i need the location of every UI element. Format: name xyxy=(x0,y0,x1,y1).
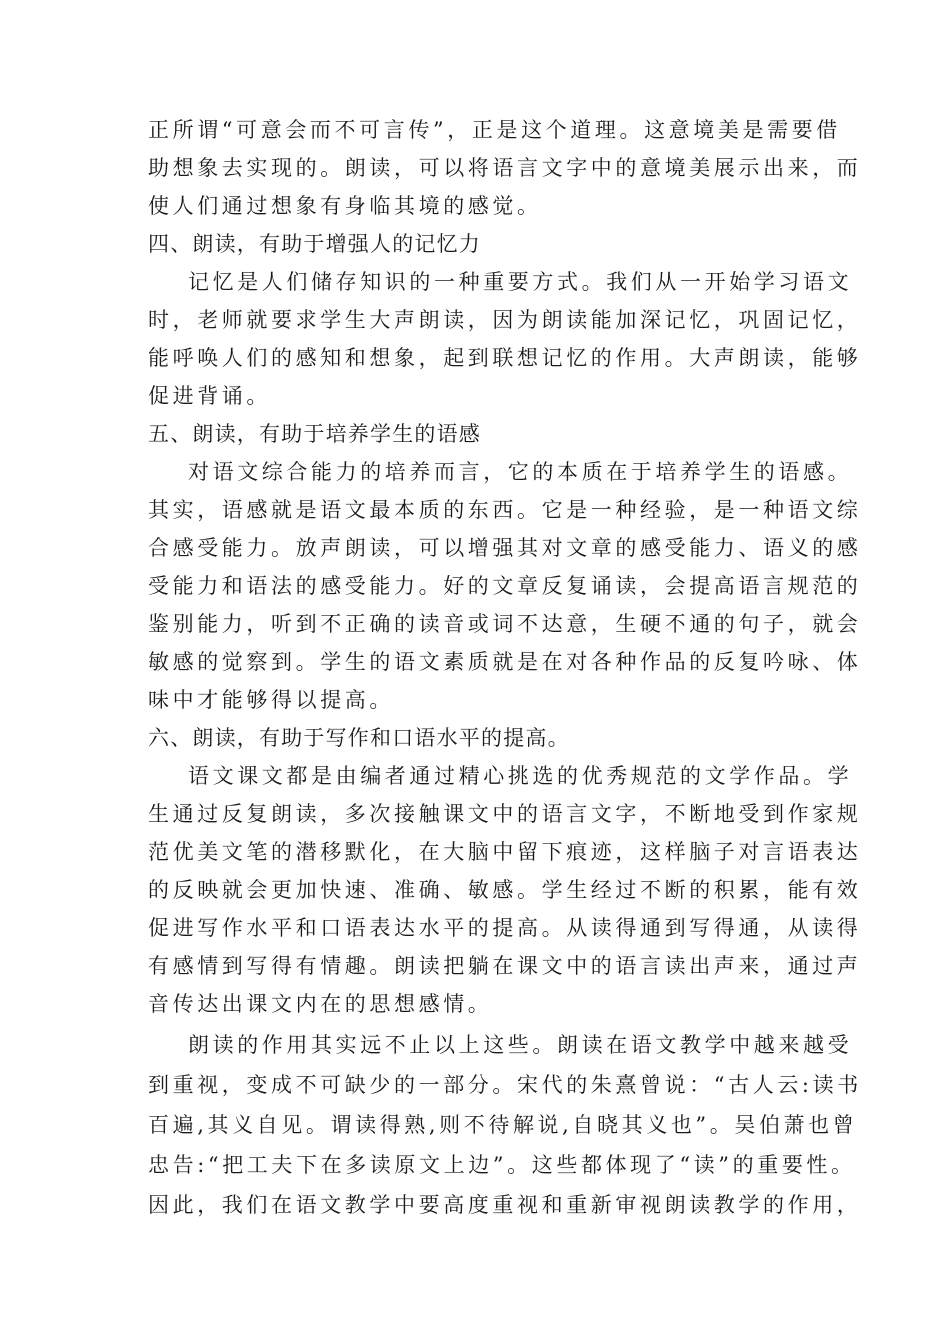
text-line: 忠告:“把工夫下在多读原文上边”。这些都体现了“读”的重要性。 xyxy=(148,1153,856,1177)
text-line: 鉴别能力，听到不正确的读音或词不达意，生硬不通的句子，就会 xyxy=(148,612,862,636)
text-line: 合感受能力。放声朗读，可以增强其对文章的感受能力、语义的感 xyxy=(148,536,862,560)
text-line: 正所谓“可意会而不可言传”，正是这个道理。这意境美是需要借 xyxy=(148,118,841,142)
text-line: 受能力和语法的感受能力。好的文章反复诵读，会提高语言规范的 xyxy=(148,574,862,598)
text-line: 有感情到写得有情趣。朗读把躺在课文中的语言读出声来，通过声 xyxy=(148,954,862,978)
section-heading-5: 五、朗读，有助于培养学生的语感 xyxy=(148,422,481,446)
text-line: 能呼唤人们的感知和想象，起到联想记忆的作用。大声朗读，能够 xyxy=(148,346,862,370)
text-line: 范优美文笔的潜移默化，在大脑中留下痕迹，这样脑子对言语表达 xyxy=(148,840,862,864)
paragraph-first-line: 语文课文都是由编者通过精心挑选的优秀规范的文学作品。学 xyxy=(188,764,853,788)
text-line: 时，老师就要求学生大声朗读，因为朗读能加深记忆，巩固记忆， xyxy=(148,308,862,332)
paragraph-first-line: 对语文综合能力的培养而言，它的本质在于培养学生的语感。 xyxy=(188,460,853,484)
text-line: 味中才能够得以提高。 xyxy=(148,688,394,712)
text-line: 助想象去实现的。朗读，可以将语言文字中的意境美展示出来，而 xyxy=(148,156,862,180)
text-line: 的反映就会更加快速、准确、敏感。学生经过不断的积累，能有效 xyxy=(148,878,862,902)
section-heading-4: 四、朗读，有助于增强人的记忆力 xyxy=(148,232,481,256)
text-line: 因此，我们在语文教学中要高度重视和重新审视朗读教学的作用， xyxy=(148,1193,862,1217)
text-line: 百遍,其义自见。谓读得熟,则不待解说,自晓其义也”。吴伯萧也曾 xyxy=(148,1113,858,1137)
text-line: 生通过反复朗读，多次接触课文中的语言文字，不断地受到作家规 xyxy=(148,802,862,826)
text-line: 促进背诵。 xyxy=(148,384,271,408)
text-line: 敏感的觉察到。学生的语文素质就是在对各种作品的反复吟咏、体 xyxy=(148,650,862,674)
text-line: 其实，语感就是语文最本质的东西。它是一种经验，是一种语文综 xyxy=(148,498,862,522)
text-line: 音传达出课文内在的思想感情。 xyxy=(148,992,493,1016)
text-line: 促进写作水平和口语表达水平的提高。从读得通到写得通，从读得 xyxy=(148,916,862,940)
paragraph-first-line: 朗读的作用其实远不止以上这些。朗读在语文教学中越来越受 xyxy=(188,1033,853,1057)
section-heading-6: 六、朗读，有助于写作和口语水平的提高。 xyxy=(148,726,570,750)
paragraph-first-line: 记忆是人们储存知识的一种重要方式。我们从一开始学习语文 xyxy=(188,270,853,294)
text-line: 到重视，变成不可缺少的一部分。宋代的朱熹曾说：“古人云:读书 xyxy=(148,1073,862,1097)
text-line: 使人们通过想象有身临其境的感觉。 xyxy=(148,194,542,218)
